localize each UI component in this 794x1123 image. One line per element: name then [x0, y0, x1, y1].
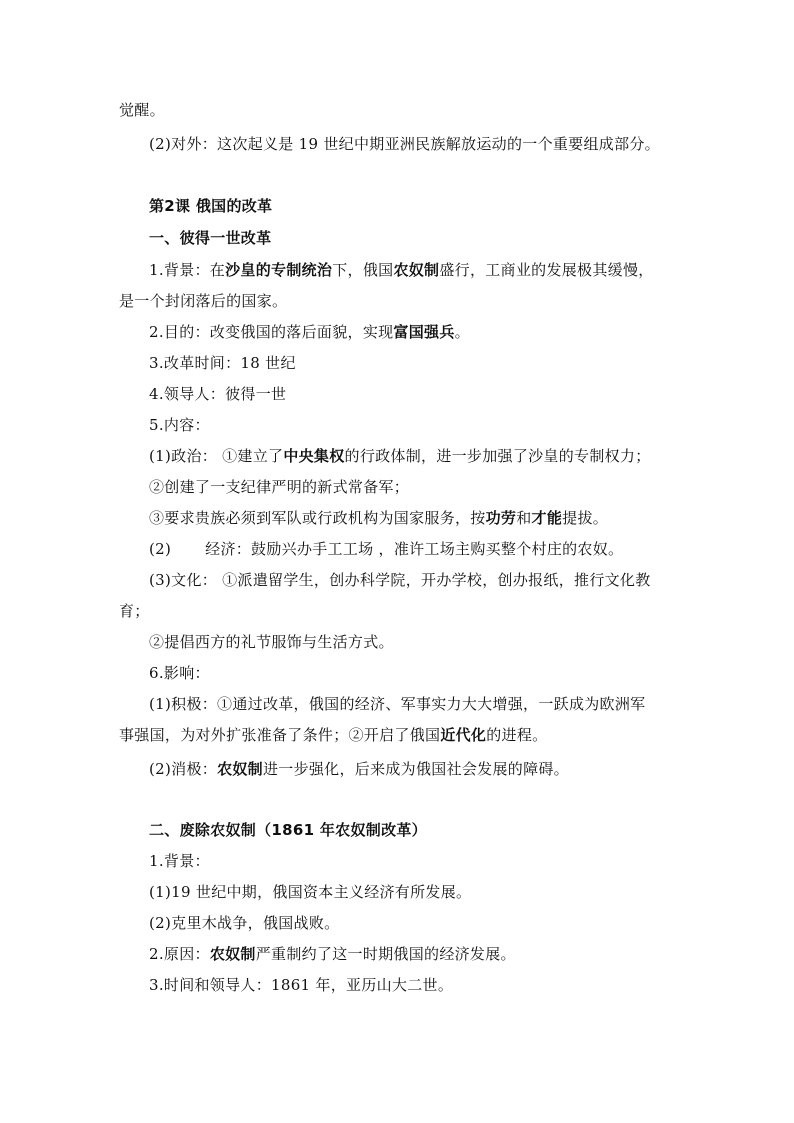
lesson-title	[149, 195, 709, 217]
text-line	[149, 321, 709, 343]
text-segment: 严重制约了这一时期俄国的经济发展。	[255, 945, 516, 963]
text-segment: ②创建了一支纪律严明的新式常备军；	[149, 478, 410, 496]
text-segment: 3.改革时间：18 世纪	[149, 354, 296, 372]
bold-term: 功劳	[485, 509, 517, 527]
text-segment: 的进程。	[486, 726, 548, 744]
section-heading	[149, 227, 709, 249]
text-segment: (2)对外：这次起义是 19 世纪中期亚洲民族解放运动的一个重要组成部分。	[149, 135, 660, 153]
text-segment: 下，俄国	[332, 261, 394, 279]
text-segment: (2)消极：	[149, 760, 218, 778]
text-segment: 5.内容：	[149, 416, 210, 434]
bold-term: 沙皇的专制统治	[225, 261, 333, 279]
text-segment: 提拔。	[562, 509, 609, 527]
text-line	[149, 850, 709, 872]
text-line	[149, 133, 709, 155]
bold-term: 近代化	[440, 726, 487, 744]
text-segment: (1)积极：①通过改革，俄国的经济、军事实力大大增强，一跃成为欧洲军	[149, 695, 646, 713]
bold-term: 农奴制	[217, 760, 263, 778]
text-segment: ③要求贵族必须到军队或行政机构为国家服务，按	[149, 509, 486, 527]
text-line	[149, 943, 709, 965]
bold-term: 才能	[531, 509, 563, 527]
text-segment: 是一个封闭落后的国家。	[119, 292, 288, 310]
text-segment: 4.领导人：彼得一世	[149, 385, 287, 403]
text-line	[149, 383, 709, 405]
text-line	[149, 538, 709, 560]
text-segment: 1.背景：	[149, 852, 210, 870]
text-line	[149, 414, 709, 436]
text-segment: 盛行，工商业的发展极其缓慢，	[439, 261, 654, 279]
text-segment: 6.影响：	[149, 664, 210, 682]
text-line	[149, 445, 709, 467]
bold-term: 农奴制	[209, 945, 256, 963]
text-line	[149, 758, 709, 780]
text-segment: 的行政体制，进一步加强了沙皇的专制权力；	[344, 447, 651, 465]
text-line	[149, 352, 709, 374]
text-line	[119, 99, 679, 121]
text-line	[119, 724, 679, 746]
text-segment: 经济：鼓励兴办手工工场 ，准许工场主购买整个村庄的农奴。	[205, 540, 624, 558]
bold-term: 农奴制	[393, 261, 440, 279]
text-line	[119, 290, 679, 312]
bold-term: 中央集权	[283, 447, 345, 465]
text-segment: (2)	[149, 540, 172, 558]
text-line	[149, 631, 709, 653]
text-segment: (1)政治： ①建立了	[149, 447, 284, 465]
text-segment: 和	[516, 509, 532, 527]
text-segment: 2.原因：	[149, 945, 210, 963]
text-segment: 3.时间和领导人：1861 年，亚历山大二世。	[149, 976, 454, 994]
text-segment: 二、废除农奴制（1861 年农奴制改革）	[149, 821, 427, 839]
text-segment: 育；	[119, 602, 150, 620]
text-line	[149, 881, 709, 903]
text-segment: 第2课 俄国的改革	[149, 197, 273, 215]
text-segment: ②提倡西方的礼节服饰与生活方式。	[149, 633, 394, 651]
text-segment: 2.目的：改变俄国的落后面貌，实现	[149, 323, 394, 341]
text-segment: 觉醒。	[119, 101, 165, 119]
text-segment: 事强国，为对外扩张准备了条件；②开启了俄国	[119, 726, 441, 744]
text-line	[119, 600, 679, 622]
text-line	[149, 259, 709, 281]
text-line	[149, 912, 709, 934]
text-segment: 。	[454, 323, 470, 341]
text-line	[149, 507, 709, 529]
text-line	[149, 476, 709, 498]
text-segment: (1)19 世纪中期，俄国资本主义经济有所发展。	[149, 883, 472, 901]
text-segment: 进一步强化，后来成为俄国社会发展的障碍。	[262, 760, 569, 778]
text-segment: (2)克里木战争，俄国战败。	[149, 914, 340, 932]
text-line	[149, 974, 709, 996]
text-segment: 1.背景：在	[149, 261, 226, 279]
text-segment: 一、彼得一世改革	[149, 229, 272, 247]
text-line	[149, 693, 709, 715]
bold-term: 富国强兵	[393, 323, 455, 341]
text-line	[149, 662, 709, 684]
text-line	[149, 569, 709, 591]
text-segment: (3)文化： ①派遣留学生，创办科学院，开办学校，创办报纸，推行文化教	[149, 571, 651, 589]
section-heading	[149, 819, 709, 841]
